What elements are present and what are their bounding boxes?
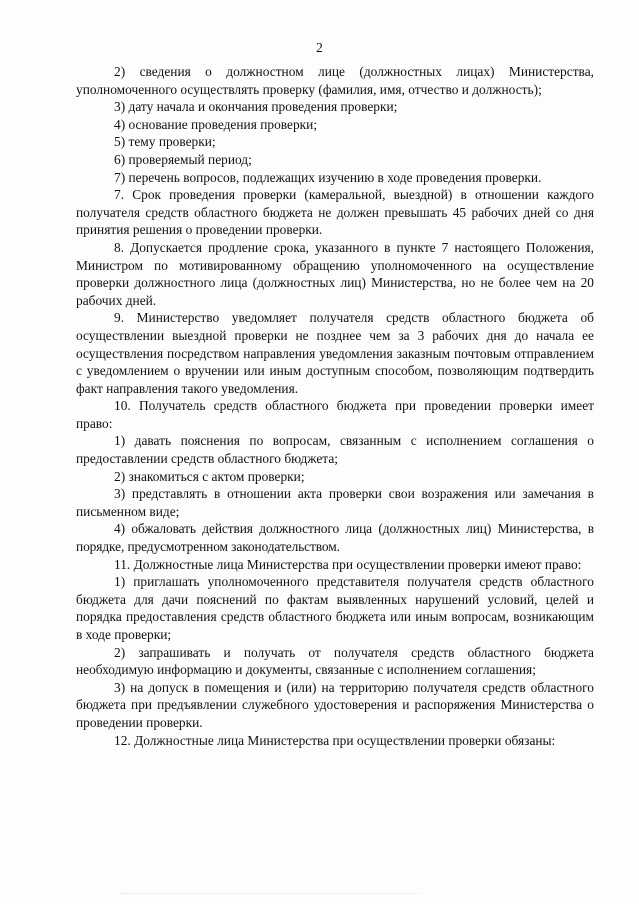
paragraph-clause-11-item-1: 1) приглашать уполномоченного представителя получателя средств областного бюджета для дачи пояснений по фактам выявленных нарушений условий, целей и порядка предоставления средств областного бюджета или иным вопросам, возникающим в ходе проверки; bbox=[76, 574, 594, 642]
paragraph-clause-7: 7. Срок проведения проверки (камеральной, выездной) в отношении каждого получателя средств областного бюджета не должен превышать 45 рабочих дней со дня принятия решения о проведении проверки. bbox=[76, 187, 594, 238]
paragraph-clause-10-item-2: 2) знакомиться с актом проверки; bbox=[114, 468, 305, 484]
paragraph-clause-10-item-1: 1) давать пояснения по вопросам, связанным с исполнением соглашения о предоставлении средств областного бюджета; bbox=[76, 433, 594, 467]
paragraph-clause-8: 8. Допускается продление срока, указанного в пункте 7 настоящего Положения, Министром по мотивированному обращению уполномоченного на осуществление проверки должностного лица (должностных лиц) Министерства, но не более чем на 20 рабочих дней. bbox=[76, 239, 594, 308]
page-number: 2 bbox=[316, 40, 323, 55]
paragraph-clause-11: 11. Должностные лица Министерства при осуществлении проверки имеют право: bbox=[114, 556, 582, 572]
paragraph-official-info: 2) сведения о должностном лице (должностных лицах) Министерства, уполномоченного осуществлять проверку (фамилия, имя, отчество и должность); bbox=[76, 64, 594, 97]
scan-edge-artifact bbox=[120, 893, 420, 896]
paragraph-clause-11-item-2: 2) запрашивать и получать от получателя средств областного бюджета необходимую информацию и документы, связанные с исполнением соглашения; bbox=[76, 644, 594, 678]
paragraph-clause-12: 12. Должностные лица Министерства при осуществлении проверки обязаны: bbox=[114, 732, 556, 748]
paragraph-check-basis: 4) основание проведения проверки; bbox=[114, 116, 318, 132]
paragraph-clause-11-item-3: 3) на допуск в помещения и (или) на территорию получателя средств областного бюджета при предъявлении служебного удостоверения и распоряжения Министерства о проведении проверки. bbox=[76, 679, 594, 730]
paragraph-clause-10: 10. Получатель средств областного бюджета при проведении проверки имеет право: bbox=[76, 398, 594, 431]
paragraph-check-dates: 3) дату начала и окончания проведения проверки; bbox=[114, 99, 398, 115]
paragraph-check-period: 6) проверяемый период; bbox=[114, 151, 252, 167]
paragraph-clause-10-item-4: 4) обжаловать действия должностного лица (должностных лиц) Министерства, в порядке, предусмотренном законодательством. bbox=[76, 521, 594, 555]
paragraph-clause-9: 9. Министерство уведомляет получателя средств областного бюджета об осуществлении выездной проверки не позднее чем за 3 рабочих дня до начала ее осуществления посредством направления уведомления заказным почтовым отправлением с уведомлением о вручении или иным доступным способом, позволяющим подтвердить факт направления такого уведомления. bbox=[76, 310, 594, 396]
paragraph-question-list: 7) перечень вопросов, подлежащих изучению в ходе проведения проверки. bbox=[114, 169, 542, 185]
paragraph-check-topic: 5) тему проверки; bbox=[114, 134, 216, 150]
paragraph-clause-10-item-3: 3) представлять в отношении акта проверки свои возражения или замечания в письменном виде; bbox=[76, 486, 594, 519]
document-body bbox=[76, 63, 594, 749]
